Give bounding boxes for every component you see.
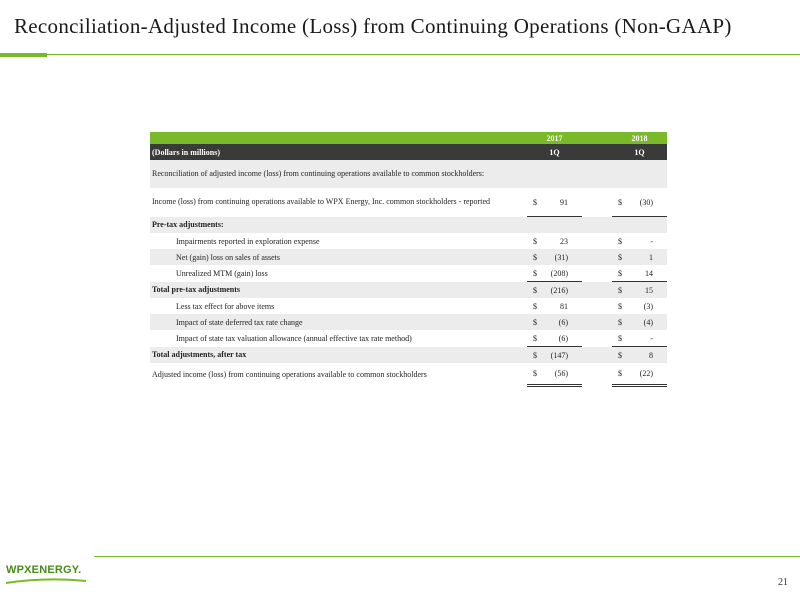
row-label: Less tax effect for above items (176, 301, 275, 311)
table-row (150, 233, 667, 249)
table-row (150, 330, 667, 347)
footer-divider (94, 556, 800, 557)
column-header-row (150, 144, 667, 160)
row-label: Unrealized MTM (gain) loss (176, 268, 268, 278)
row-label: Net (gain) loss on sales of assets (150, 249, 527, 265)
row-label: Impact of state deferred tax rate change (150, 314, 527, 330)
slide-title: Reconciliation-Adjusted Income (Loss) from Continuing Operations (Non-GAAP) (14, 14, 732, 38)
table-row (150, 298, 667, 314)
row-label: Pre-tax adjustments: (150, 217, 527, 234)
quarter-2018: 1Q (612, 144, 667, 160)
table-row (150, 265, 667, 282)
value-2018: $ - (612, 330, 667, 347)
value-2017: $ (6) (527, 330, 582, 347)
table-row (150, 217, 667, 234)
value-2017: $ (6) (527, 314, 582, 330)
title-divider (0, 54, 800, 55)
row-label: Adjusted income (loss) from continuing operations available to common stockholders (152, 369, 427, 379)
quarter-2017: 1Q (527, 144, 582, 160)
year-2017: 2017 (527, 132, 582, 144)
logo-swoosh-icon (6, 578, 86, 584)
row-label: Total pre-tax adjustments (150, 282, 527, 299)
table-row (150, 249, 667, 265)
value-2018: $ - (618, 236, 653, 246)
company-logo: WPXENERGY. (6, 564, 82, 576)
value-2018: $ (30) (612, 188, 667, 217)
value-2018: $ 14 (612, 265, 667, 282)
row-label: Reconciliation of adjusted income (loss) from continuing operations available to common stockholders: (150, 160, 527, 188)
table-row (150, 160, 667, 188)
reconciliation-table (150, 132, 667, 387)
value-2018: $ 15 (612, 282, 667, 299)
value-2017: $ (147) (527, 347, 582, 364)
year-header-row (150, 132, 667, 144)
value-2017: $ (216) (527, 282, 582, 299)
page-number: 21 (778, 577, 788, 588)
title-accent-bar (0, 53, 47, 57)
value-2017: $ (208) (527, 265, 582, 282)
value-2017: $ 23 (533, 236, 568, 246)
table-row (150, 188, 667, 217)
table-row (150, 314, 667, 330)
value-2018: $ 8 (612, 347, 667, 364)
value-2018: $ 1 (612, 249, 667, 265)
value-2018: $ (3) (618, 301, 653, 311)
value-2018: $ (4) (612, 314, 667, 330)
row-label: Impact of state tax valuation allowance (annual effective tax rate method) (176, 333, 412, 343)
row-label: Income (loss) from continuing operations available to WPX Energy, Inc. common stockholders - reported (152, 197, 490, 207)
value-2017: $ 91 (527, 188, 582, 217)
row-label: Total adjustments, after tax (150, 347, 527, 364)
row-label: Impairments reported in exploration expense (176, 236, 320, 246)
value-2017: $ 81 (533, 301, 568, 311)
table-row (150, 282, 667, 299)
table-row (150, 363, 667, 385)
year-2018: 2018 (612, 132, 667, 144)
value-2018: $ (22) (612, 363, 667, 385)
value-2017: $ (31) (527, 249, 582, 265)
units-label: (Dollars in millions) (150, 144, 527, 160)
table-row (150, 347, 667, 364)
value-2017: $ (56) (527, 363, 582, 385)
